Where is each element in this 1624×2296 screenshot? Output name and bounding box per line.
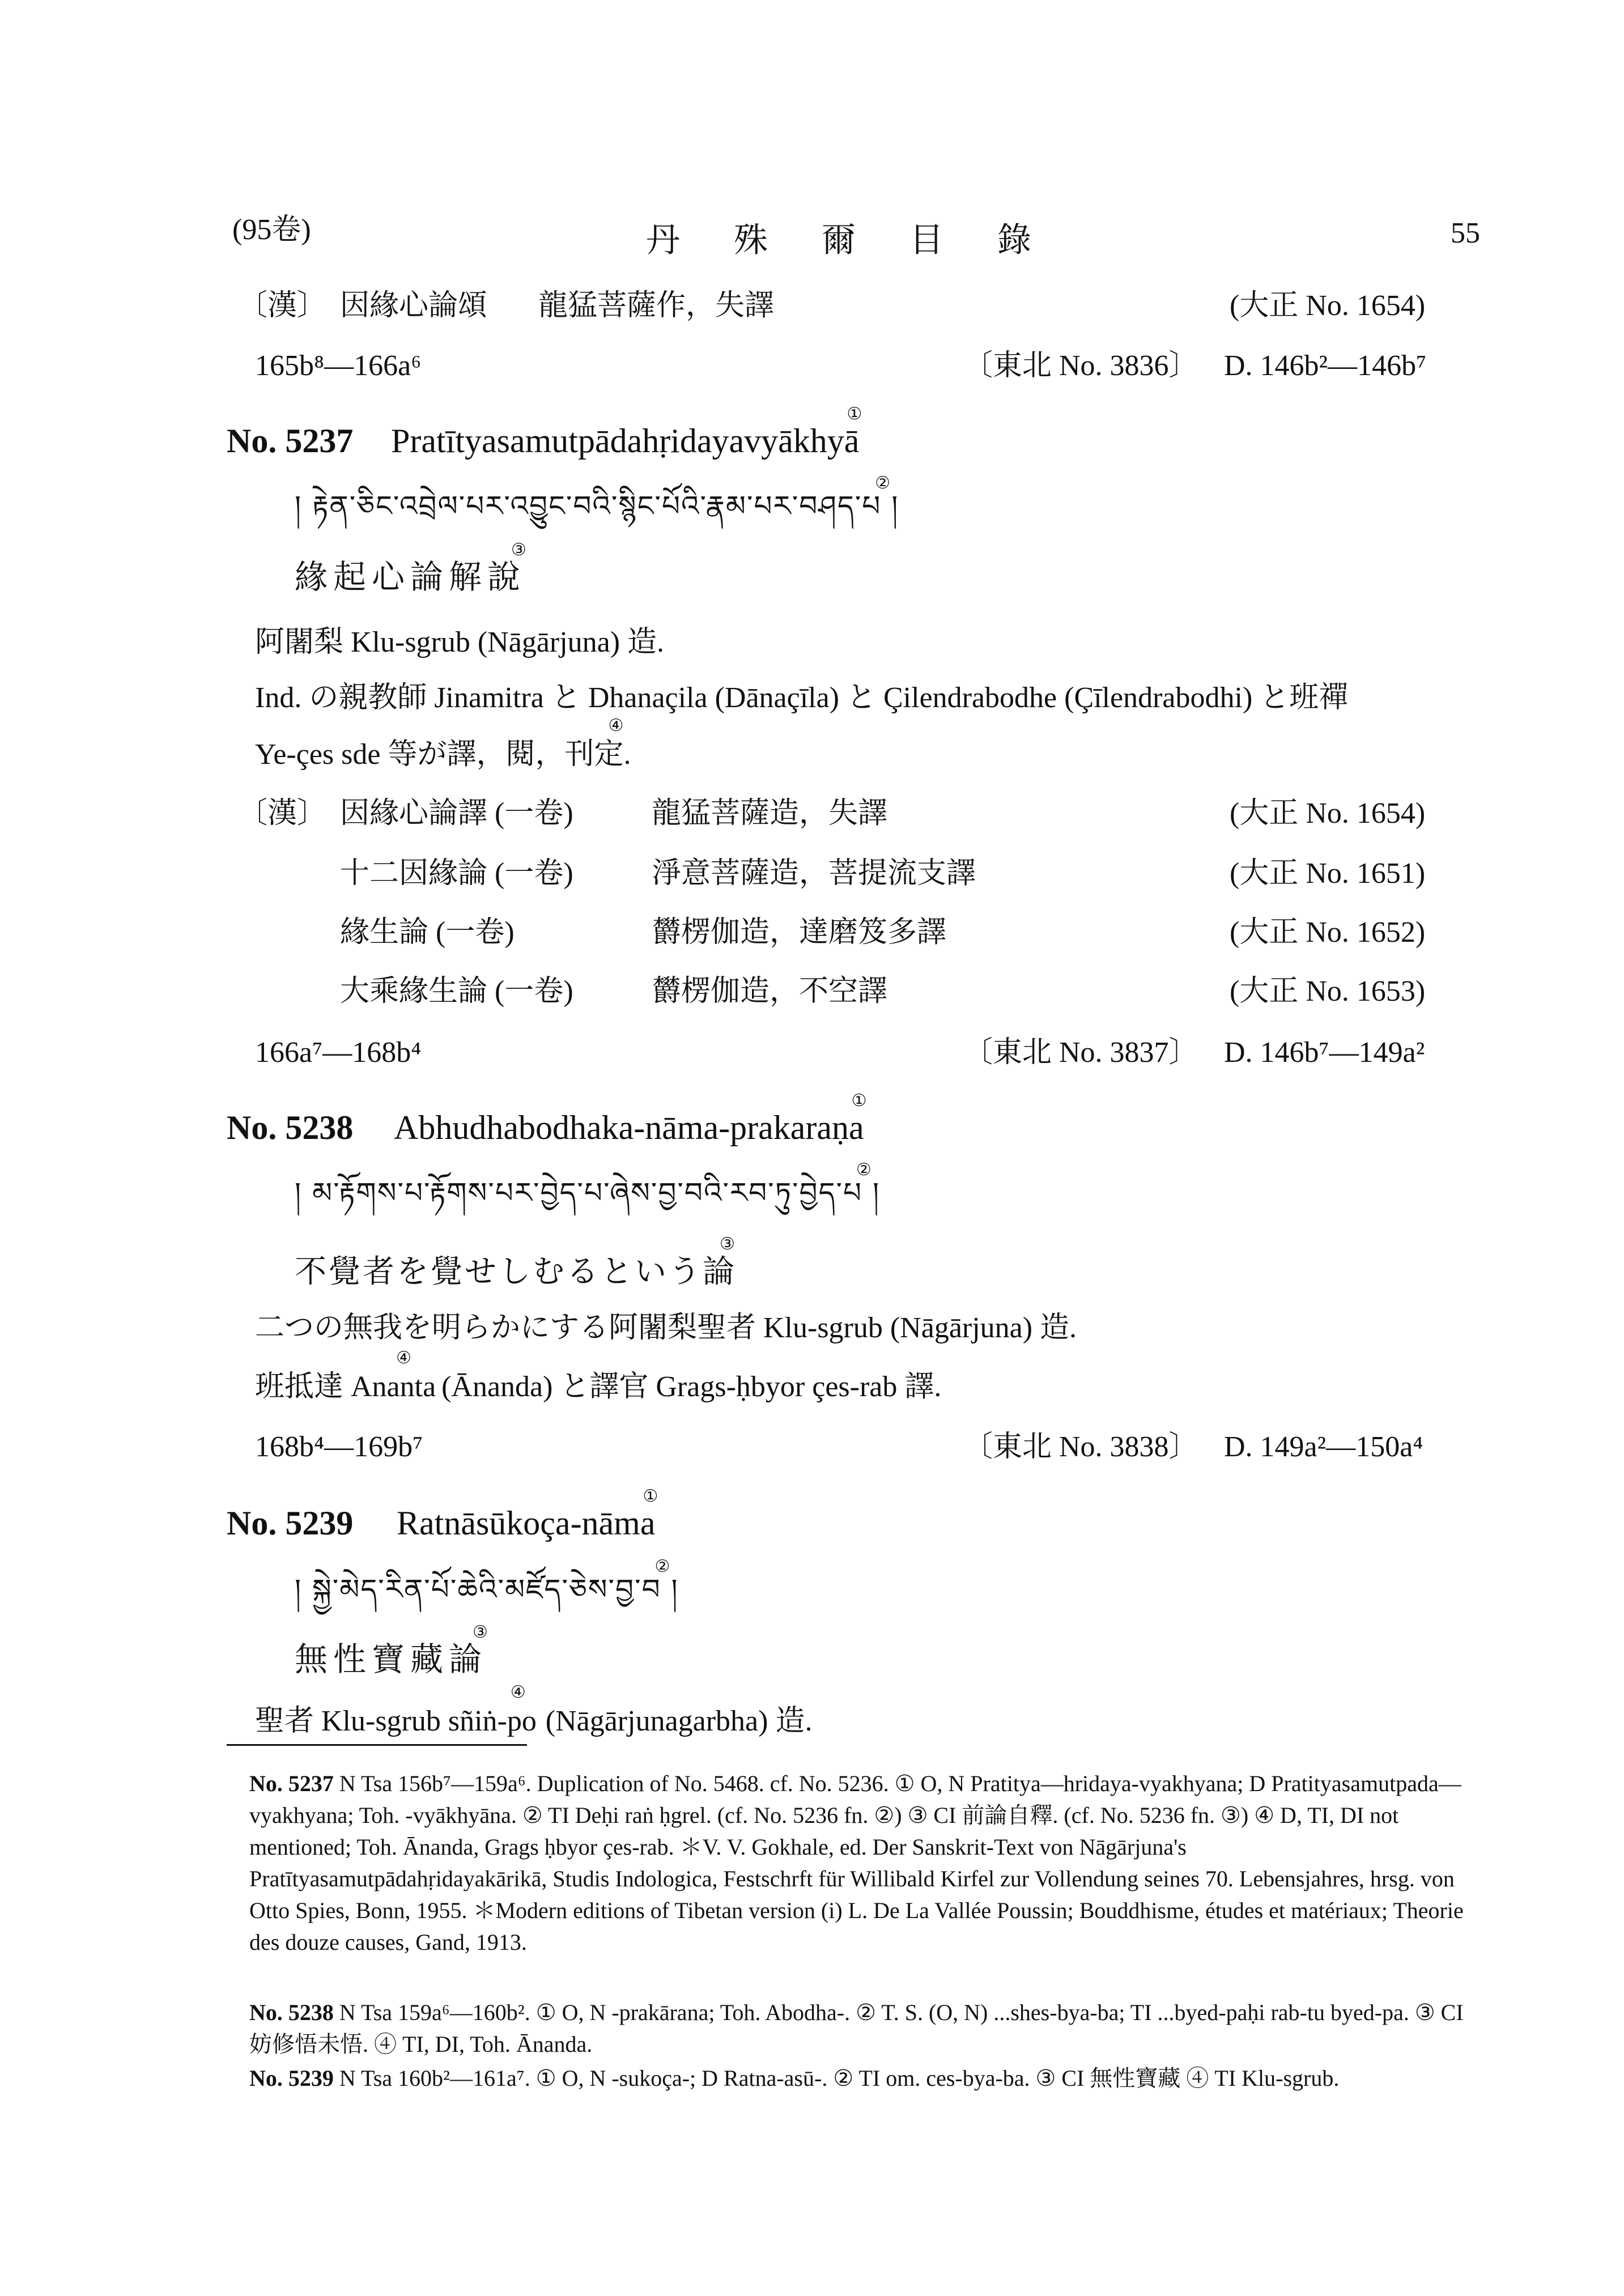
- footnote-marker-3: ③: [511, 541, 532, 559]
- han-row-taisho: (大正 No. 1652): [1230, 916, 1426, 949]
- sanskrit-title-text: Abhudhabodhaka-nāma-prakaraṇa: [394, 1109, 864, 1146]
- entry-number: No. 5238: [227, 1109, 354, 1146]
- han-row-taisho: (大正 No. 1653): [1230, 975, 1426, 1007]
- footnote-marker-4: ④: [396, 1349, 412, 1367]
- translators-line: Ind. の親教師 Jinamitra と Dhanaçila (Dānaçīla) と Çilendrabodhe (Çīlendrabodhi) と班禪: [255, 682, 1349, 714]
- author-post: (Nāgārjunagarbha) 造.: [538, 1705, 813, 1737]
- japanese-title: [295, 1235, 737, 1292]
- footnote: [249, 1768, 1485, 1990]
- author-line: 二つの無我を明らかにする阿闍梨聖者 Klu-sgrub (Nāgārjuna) 造.: [255, 1312, 1077, 1344]
- tohoku-ref: 〔東北 No. 3836〕: [963, 350, 1198, 382]
- footnote-marker-1: ①: [847, 405, 862, 423]
- sanskrit-title-text: Pratītyasamutpādahṛidayavyākhyā: [391, 422, 860, 460]
- japanese-title: [295, 541, 532, 596]
- page-number: 55: [1451, 217, 1480, 249]
- japanese-title: [295, 1623, 494, 1678]
- han-row-taisho: (大正 No. 1654): [1230, 797, 1426, 830]
- footnote-label: No. 5238: [249, 2000, 334, 2025]
- sanskrit-title: [394, 1091, 867, 1146]
- han-row-author: 龍猛菩薩造，失譯: [652, 797, 888, 830]
- entry-number: No. 5239: [227, 1504, 354, 1542]
- folio: 165b⁸—166a⁶: [255, 350, 422, 382]
- footnote: [249, 1997, 1485, 2060]
- han-author: 龍猛菩薩作，失譯: [538, 290, 775, 322]
- footnote-label: No. 5237: [249, 1771, 334, 1796]
- derge-ref: D. 146b²—146b⁷: [1224, 350, 1427, 382]
- footnote-marker-2: ②: [875, 473, 892, 493]
- footnote-label: No. 5239: [249, 2065, 334, 2091]
- entry-number: No. 5237: [227, 422, 354, 460]
- author-pre: 聖者 Klu-sgrub sñiṅ-po: [255, 1705, 537, 1737]
- han-row-taisho: (大正 No. 1651): [1230, 857, 1426, 890]
- han-label: 〔漢〕: [238, 797, 327, 830]
- japanese-title-text: 無性寶藏論: [295, 1641, 488, 1678]
- footnote-text: N Tsa 156b⁷—159a⁶. Duplication of No. 5468. cf. No. 5236. ① O, N Pratitya—hridaya-vyakhyana; D Pratityasamutpada—vyakhyana; Toh. -vyākhyāna. ② TI Deḥi raṅ ḥgrel. (cf. No. 5236 fn. ②) ③ CI 前論自釋. (cf. No. 5236 fn. ③) ④ D, TI, DI not mentioned; Toh. Ānanda, Grags ḥbyor çes-rab. ＊V. V. Gokhale, ed. Der Sanskrit-Text von Nāgārjuna's Pratītyasamutpādahṛidayakārikā, Studis Indologica, Festschrft für Willibald Kirfel zur Vollendung seines 70. Lebensjahres, hrsg. von Otto Spies, Bonn, 1955. ＊Modern editions of Tibetan version (i) L. De La Vallée Poussin; Bouddhisme, études et matériaux; Theorie des douze causes, Gand, 1913.: [249, 1771, 1464, 1955]
- han-title: 因緣心論頌: [340, 290, 488, 322]
- footnote-marker-3: ③: [720, 1235, 737, 1253]
- tibetan-title: [295, 1160, 890, 1209]
- footnote-rule: [227, 1744, 527, 1746]
- author-line: [255, 1683, 813, 1737]
- derge-ref: D. 149a²—150a⁴: [1224, 1431, 1423, 1463]
- han-row-author: 淨意菩薩造，菩提流支譯: [652, 857, 976, 890]
- japanese-title-text: 不覺者を覺せしむるという論: [295, 1255, 737, 1290]
- sanskrit-title-text: Ratnāsūkoça-nāma: [397, 1504, 656, 1542]
- footnote-marker-1: ①: [643, 1487, 658, 1506]
- folio: 166a⁷—168b⁴: [255, 1036, 422, 1069]
- tibetan-title: [295, 473, 909, 522]
- translators-line-2: [255, 716, 631, 771]
- folio: 168b⁴—169b⁷: [255, 1431, 423, 1463]
- tohoku-ref: 〔東北 No. 3838〕: [963, 1431, 1198, 1463]
- author-line: 阿闍梨 Klu-sgrub (Nāgārjuna) 造.: [255, 626, 665, 658]
- japanese-title-text: 緣起心論解說: [295, 559, 526, 596]
- han-row-author: 欝楞伽造，不空譯: [652, 975, 888, 1007]
- page-title: 丹 殊 爾 目 錄: [646, 222, 1054, 259]
- footnote-text: N Tsa 159a⁶—160b². ① O, N -prakārana; Toh. Abodha-. ② T. S. (O, N) ...shes-bya-ba; TI ...byed-paḥi rab-tu byed-pa. ③ CI 妨修悟未悟. ④ TI, DI, Toh. Ānanda.: [249, 2000, 1464, 2057]
- derge-ref: D. 146b⁷—149a²: [1224, 1036, 1425, 1069]
- tibetan-title-text: ། རྟེན་ཅིང་འབྲེལ་པར་འབྱུང་བའི་སྙིང་པོའི་རྣམ་པར་བཤད་པ །: [295, 490, 909, 522]
- footnote: [249, 2063, 1485, 2126]
- footnote-marker-3: ③: [473, 1623, 494, 1642]
- han-row-author: 欝楞伽造，達磨笈多譯: [652, 916, 947, 949]
- han-row-title: 因緣心論譯 (一卷): [340, 797, 573, 830]
- tibetan-title: [295, 1557, 689, 1606]
- han-taisho: (大正 No. 1654): [1230, 290, 1426, 322]
- translators-post: (Ānanda) と譯官 Grags-ḥbyor çes-rab 譯.: [434, 1371, 942, 1403]
- footnote-marker-4: ④: [608, 716, 624, 735]
- volume-label: (95卷): [232, 214, 311, 246]
- footnote-marker-2: ②: [856, 1160, 873, 1180]
- tibetan-title-text: ། མ་རྟོགས་པ་རྟོགས་པར་བྱེད་པ་ཞེས་བྱ་བའི་རབ་ཏུ་བྱེད་པ །: [295, 1176, 890, 1209]
- sanskrit-title: [397, 1487, 658, 1542]
- han-label: 〔漢〕: [238, 290, 327, 322]
- tohoku-ref: 〔東北 No. 3837〕: [963, 1036, 1198, 1069]
- han-row-title: 大乘緣生論 (一卷): [340, 975, 573, 1007]
- tibetan-title-text: ། སྐྱེ་མེད་རིན་པོ་ཆེའི་མཛོད་ཅེས་བྱ་བ །: [295, 1573, 689, 1606]
- footnote-marker-2: ②: [654, 1557, 671, 1576]
- translators-line: [255, 1349, 942, 1403]
- translators-pre: 班抵達 Ananta: [255, 1371, 436, 1403]
- han-row-title: 十二因緣論 (一卷): [340, 857, 573, 890]
- sanskrit-title: [391, 405, 862, 460]
- han-row-title: 緣生論 (一卷): [340, 916, 515, 949]
- footnote-text: N Tsa 160b²—161a⁷. ① O, N -sukoça-; D Ratna-asū-. ② TI om. ces-bya-ba. ③ CI 無性寶藏 ④ TI Klu-sgrub.: [339, 2065, 1340, 2091]
- footnote-marker-1: ①: [851, 1091, 867, 1110]
- translators-line-2-text: Ye-çes sde 等が譯，閱，刊定.: [255, 738, 631, 771]
- footnote-marker-4: ④: [510, 1683, 526, 1702]
